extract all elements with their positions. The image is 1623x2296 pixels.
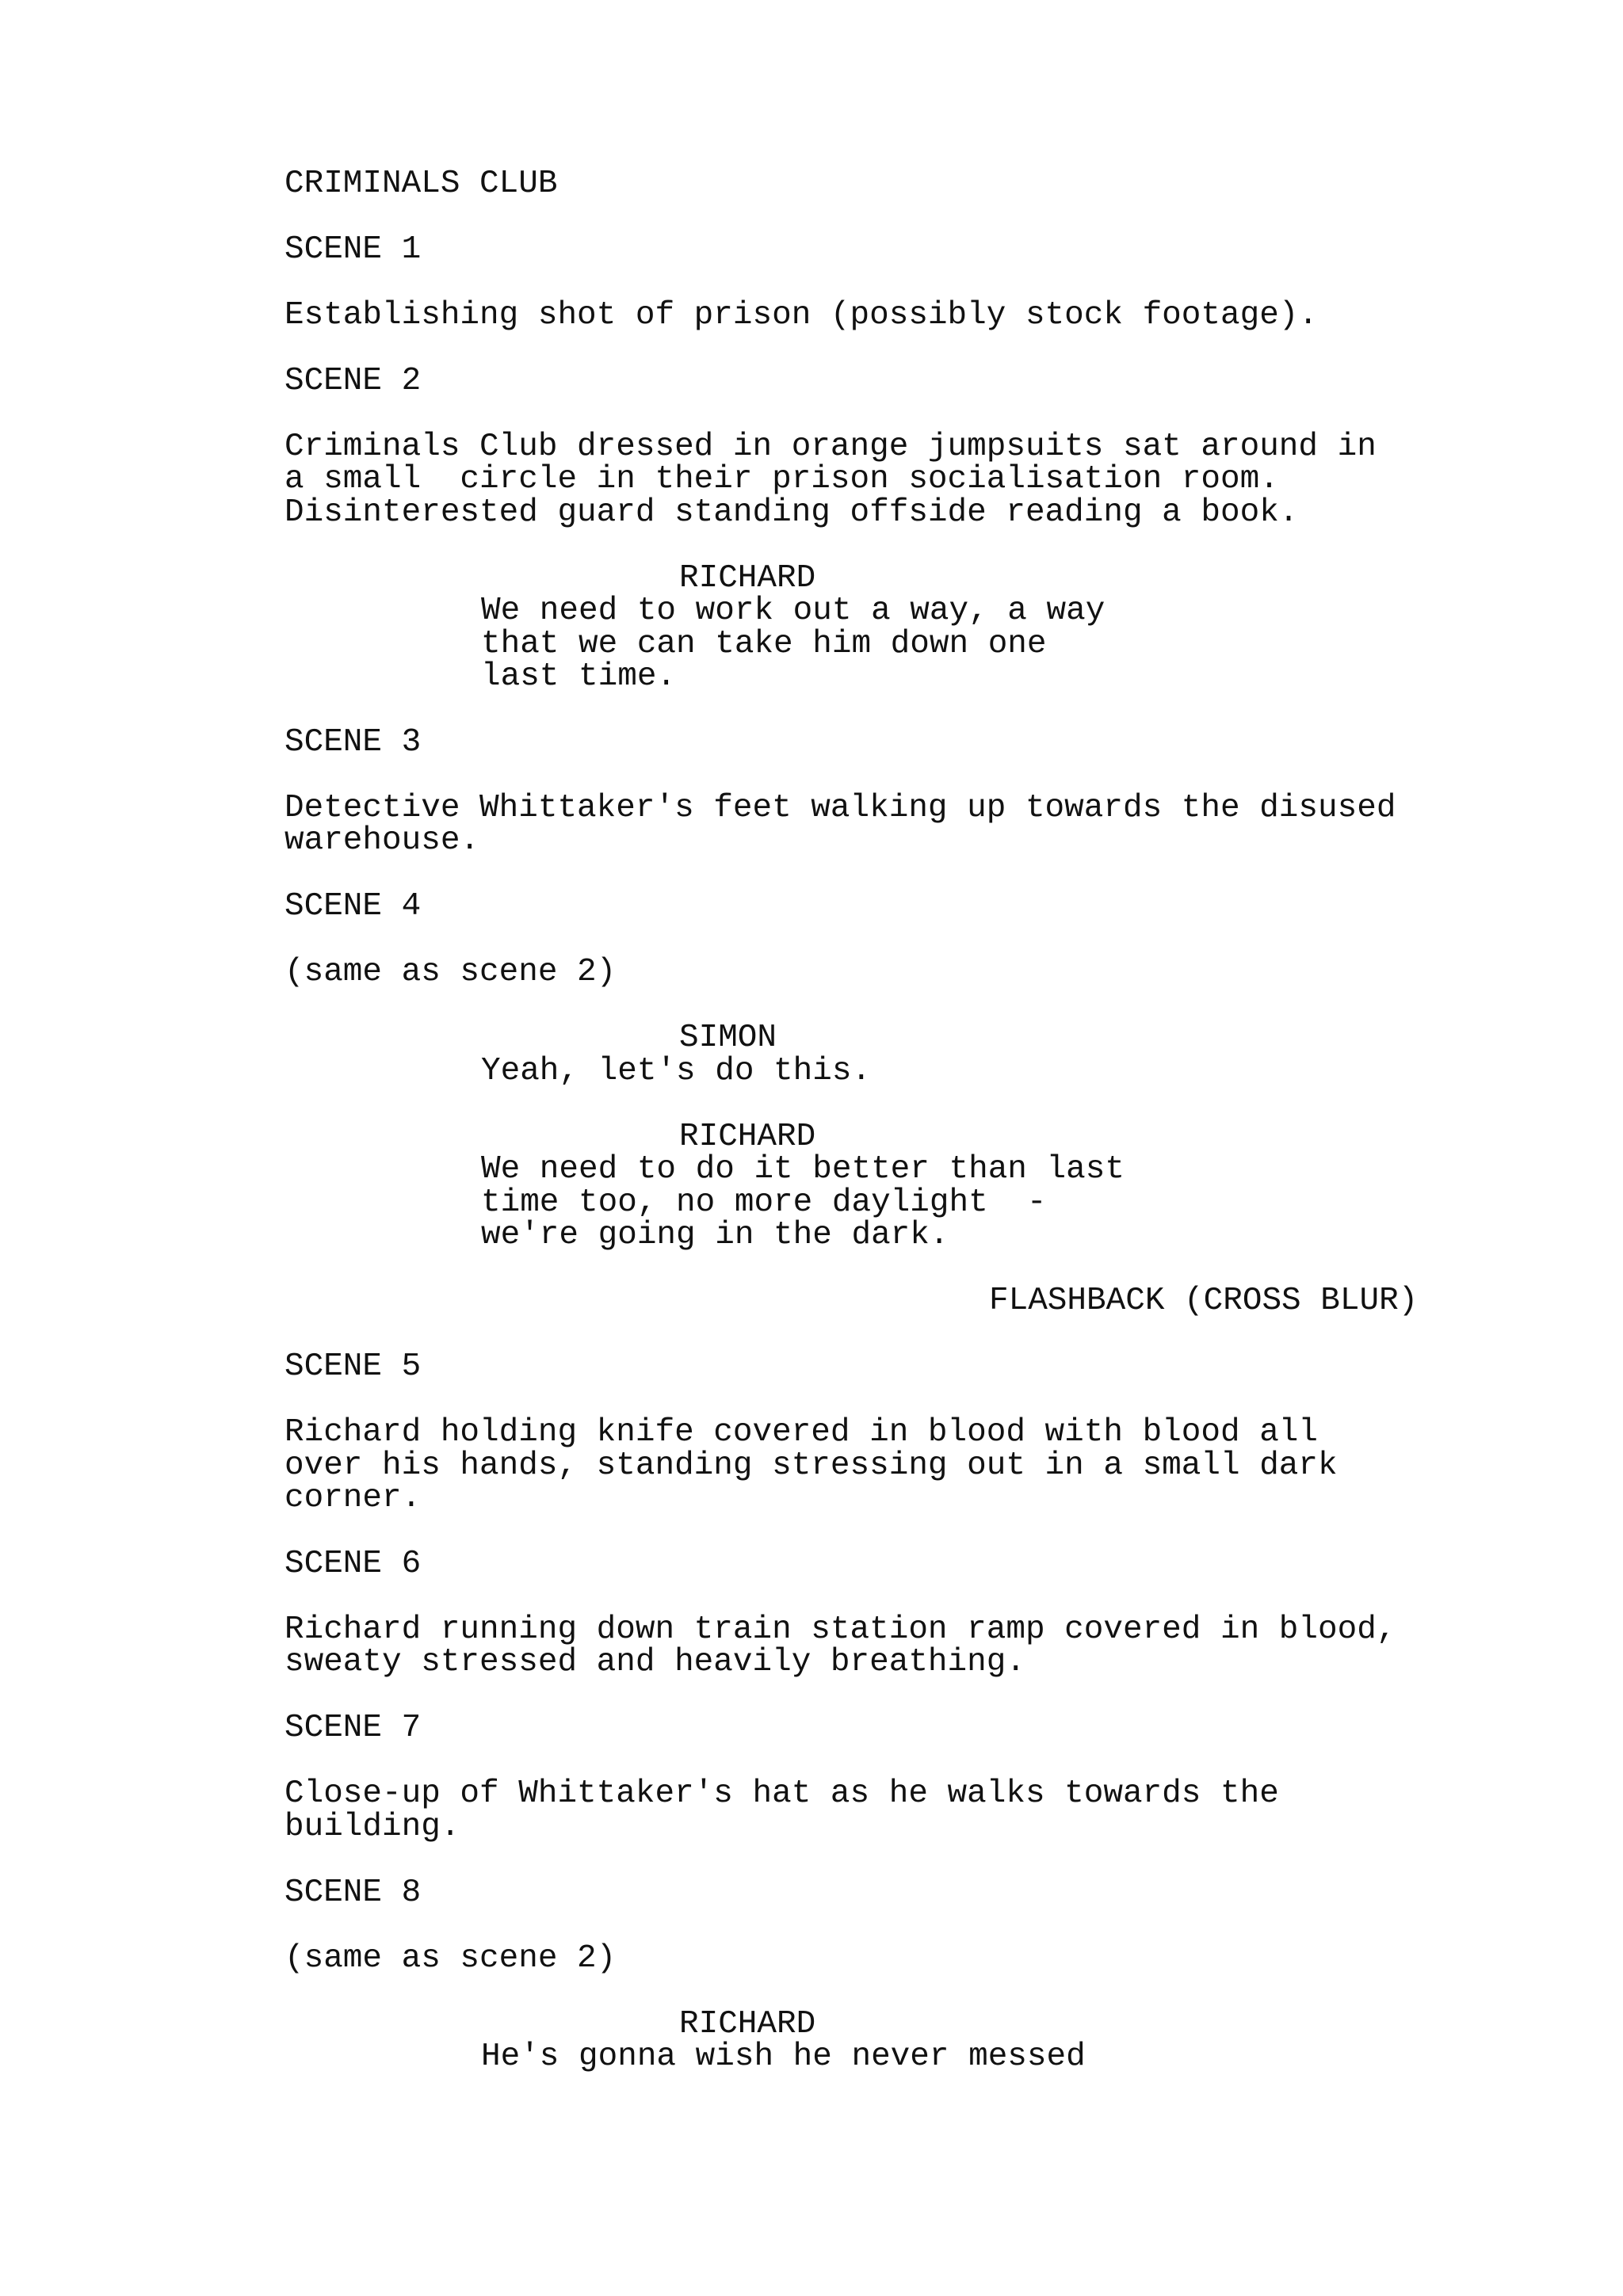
dialogue-line: We need to work out a way, a way bbox=[481, 593, 1106, 629]
character-cue: RICHARD bbox=[679, 2006, 816, 2042]
scene-heading: SCENE 1 bbox=[285, 231, 422, 268]
scene-heading: SCENE 3 bbox=[285, 724, 422, 761]
action-line: (same as scene 2) bbox=[285, 954, 617, 990]
action-line: sweaty stressed and heavily breathing. bbox=[285, 1644, 1025, 1680]
dialogue-line: We need to do it better than last bbox=[481, 1151, 1125, 1188]
dialogue-line: Yeah, let's do this. bbox=[481, 1053, 872, 1089]
action-line: building. bbox=[285, 1809, 460, 1845]
scene-heading: SCENE 5 bbox=[285, 1348, 422, 1385]
dialogue-line: time too, no more daylight - bbox=[481, 1184, 1047, 1221]
transition: FLASHBACK (CROSS BLUR) bbox=[989, 1283, 1419, 1319]
action-line: Criminals Club dressed in orange jumpsuits sat around in bbox=[285, 429, 1377, 465]
scene-heading: SCENE 6 bbox=[285, 1546, 422, 1582]
action-line: corner. bbox=[285, 1480, 422, 1516]
scene-heading: SCENE 4 bbox=[285, 888, 422, 925]
action-line: over his hands, standing stressing out in a small dark bbox=[285, 1447, 1338, 1484]
action-line: Close-up of Whittaker's hat as he walks towards the bbox=[285, 1775, 1279, 1812]
action-line: Richard holding knife covered in blood with blood all bbox=[285, 1414, 1319, 1451]
character-cue: SIMON bbox=[679, 1020, 777, 1056]
dialogue-line: He's gonna wish he never messed bbox=[481, 2039, 1086, 2075]
action-line: warehouse. bbox=[285, 822, 480, 859]
action-line: Disinterested guard standing offside reading a book. bbox=[285, 494, 1299, 531]
action-line: Establishing shot of prison (possibly stock footage). bbox=[285, 297, 1319, 334]
action-line: Richard running down train station ramp covered in blood, bbox=[285, 1611, 1396, 1648]
scene-heading: SCENE 8 bbox=[285, 1875, 422, 1911]
scene-heading: SCENE 7 bbox=[285, 1710, 422, 1746]
character-cue: RICHARD bbox=[679, 560, 816, 597]
action-line: (same as scene 2) bbox=[285, 1940, 617, 1977]
dialogue-line: last time. bbox=[481, 658, 677, 695]
character-cue: RICHARD bbox=[679, 1119, 816, 1155]
action-line: Detective Whittaker's feet walking up towards the disused bbox=[285, 790, 1396, 826]
dialogue-line: we're going in the dark. bbox=[481, 1217, 949, 1253]
action-line: a small circle in their prison socialisation room. bbox=[285, 461, 1279, 498]
scene-heading: SCENE 2 bbox=[285, 363, 422, 399]
script-title: CRIMINALS CLUB bbox=[285, 166, 558, 202]
dialogue-line: that we can take him down one bbox=[481, 626, 1047, 662]
